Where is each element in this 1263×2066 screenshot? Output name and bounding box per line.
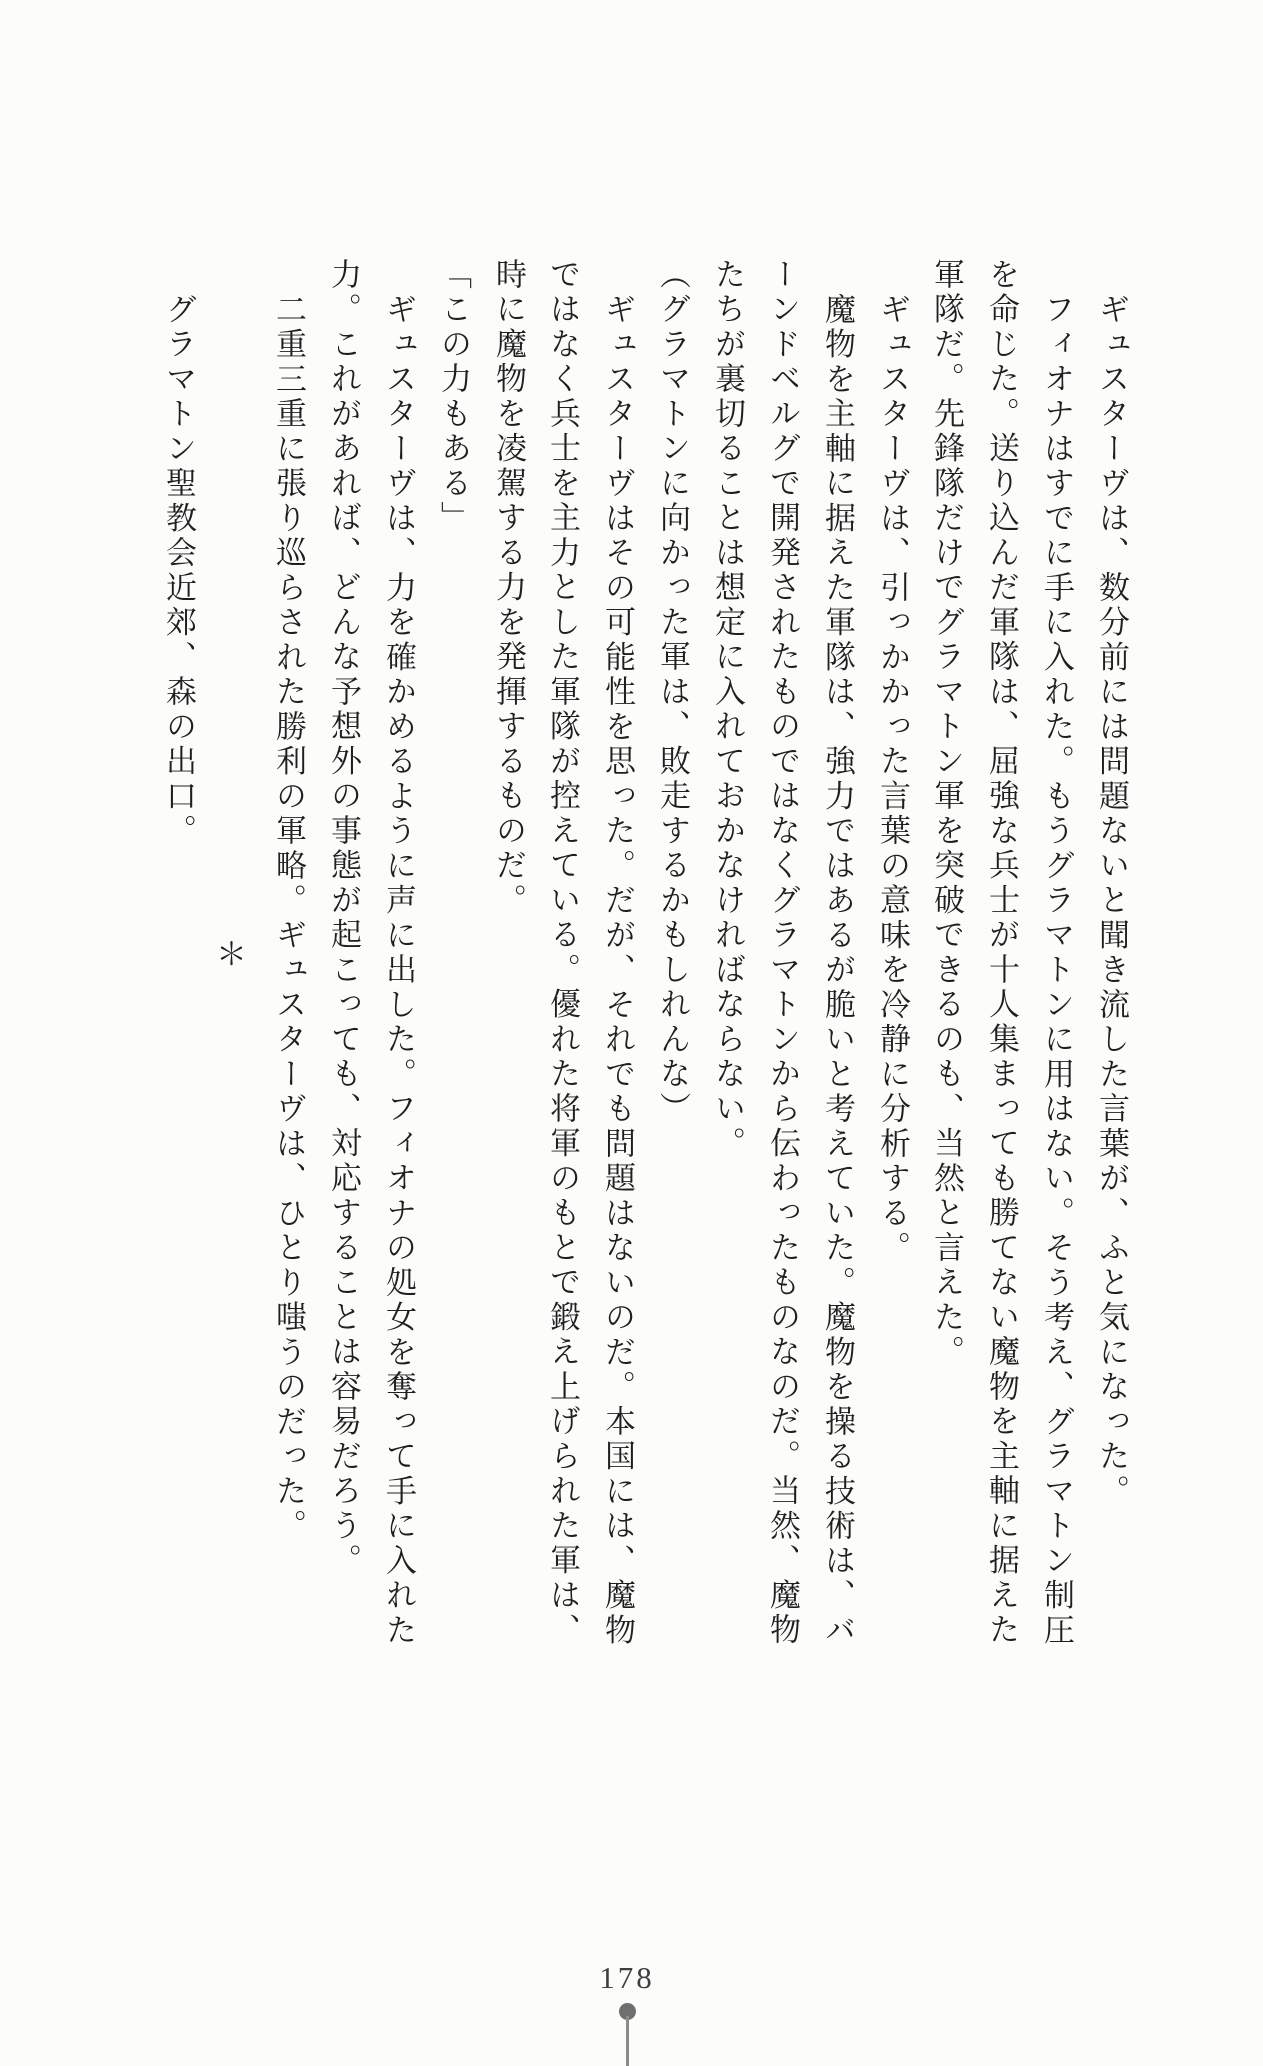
- text-column: 時に魔物を凌駕する力を発揮するものだ。: [490, 258, 526, 919]
- text-column: ギュスターヴは、力を確かめるように声に出した。フィオナの処女を奪って手に入れた: [380, 292, 416, 1648]
- text-column-dialogue: 「この力もある」: [435, 258, 471, 536]
- text-column: ではなく兵士を主力とした軍隊が控えている。優れた将軍のもとで鍛え上げられた軍は、: [544, 258, 580, 1648]
- text-column: ギュスターヴは、数分前には問題ないと聞き流した言葉が、ふと気になった。: [1093, 292, 1129, 1509]
- trim-mark-line: [626, 2016, 629, 2066]
- text-column-monologue: （グラマトンに向かった軍は、敗走するかもしれんな）: [654, 258, 690, 1127]
- text-column: ギュスターヴはその可能性を思った。だが、それでも問題はないのだ。本国には、魔物: [599, 292, 635, 1648]
- text-column: フィオナはすでに手に入れた。もうグラマトンに用はない。そう考え、グラマトン制圧: [1038, 292, 1074, 1648]
- text-column-scene-heading: グラマトン聖教会近郊、森の出口。: [160, 292, 196, 849]
- text-column: 二重三重に張り巡らされた勝利の軍略。ギュスターヴは、ひとり嗤うのだった。: [270, 292, 306, 1544]
- section-separator-asterisk: ＊: [210, 938, 246, 969]
- text-column: 魔物を主軸に据えた軍隊は、強力ではあるが脆いと考えていた。魔物を操る技術は、バ: [819, 292, 855, 1648]
- text-column: 軍隊だ。先鋒隊だけでグラマトン軍を突破できるのも、当然と言えた。: [928, 258, 964, 1370]
- text-column: ーンドベルグで開発されたものではなくグラマトンから伝わったものなのだ。当然、魔物: [764, 258, 800, 1648]
- text-column: たちが裏切ることは想定に入れておかなければならない。: [709, 258, 745, 1162]
- text-column: 力。これがあれば、どんな予想外の事態が起こっても、対応することは容易だろう。: [325, 258, 361, 1579]
- text-column: ギュスターヴは、引っかかった言葉の意味を冷静に分析する。: [874, 292, 910, 1266]
- text-column: を命じた。送り込んだ軍隊は、屈強な兵士が十人集まっても勝てない魔物を主軸に据えた: [983, 258, 1019, 1648]
- page-number: 178: [599, 1960, 655, 1995]
